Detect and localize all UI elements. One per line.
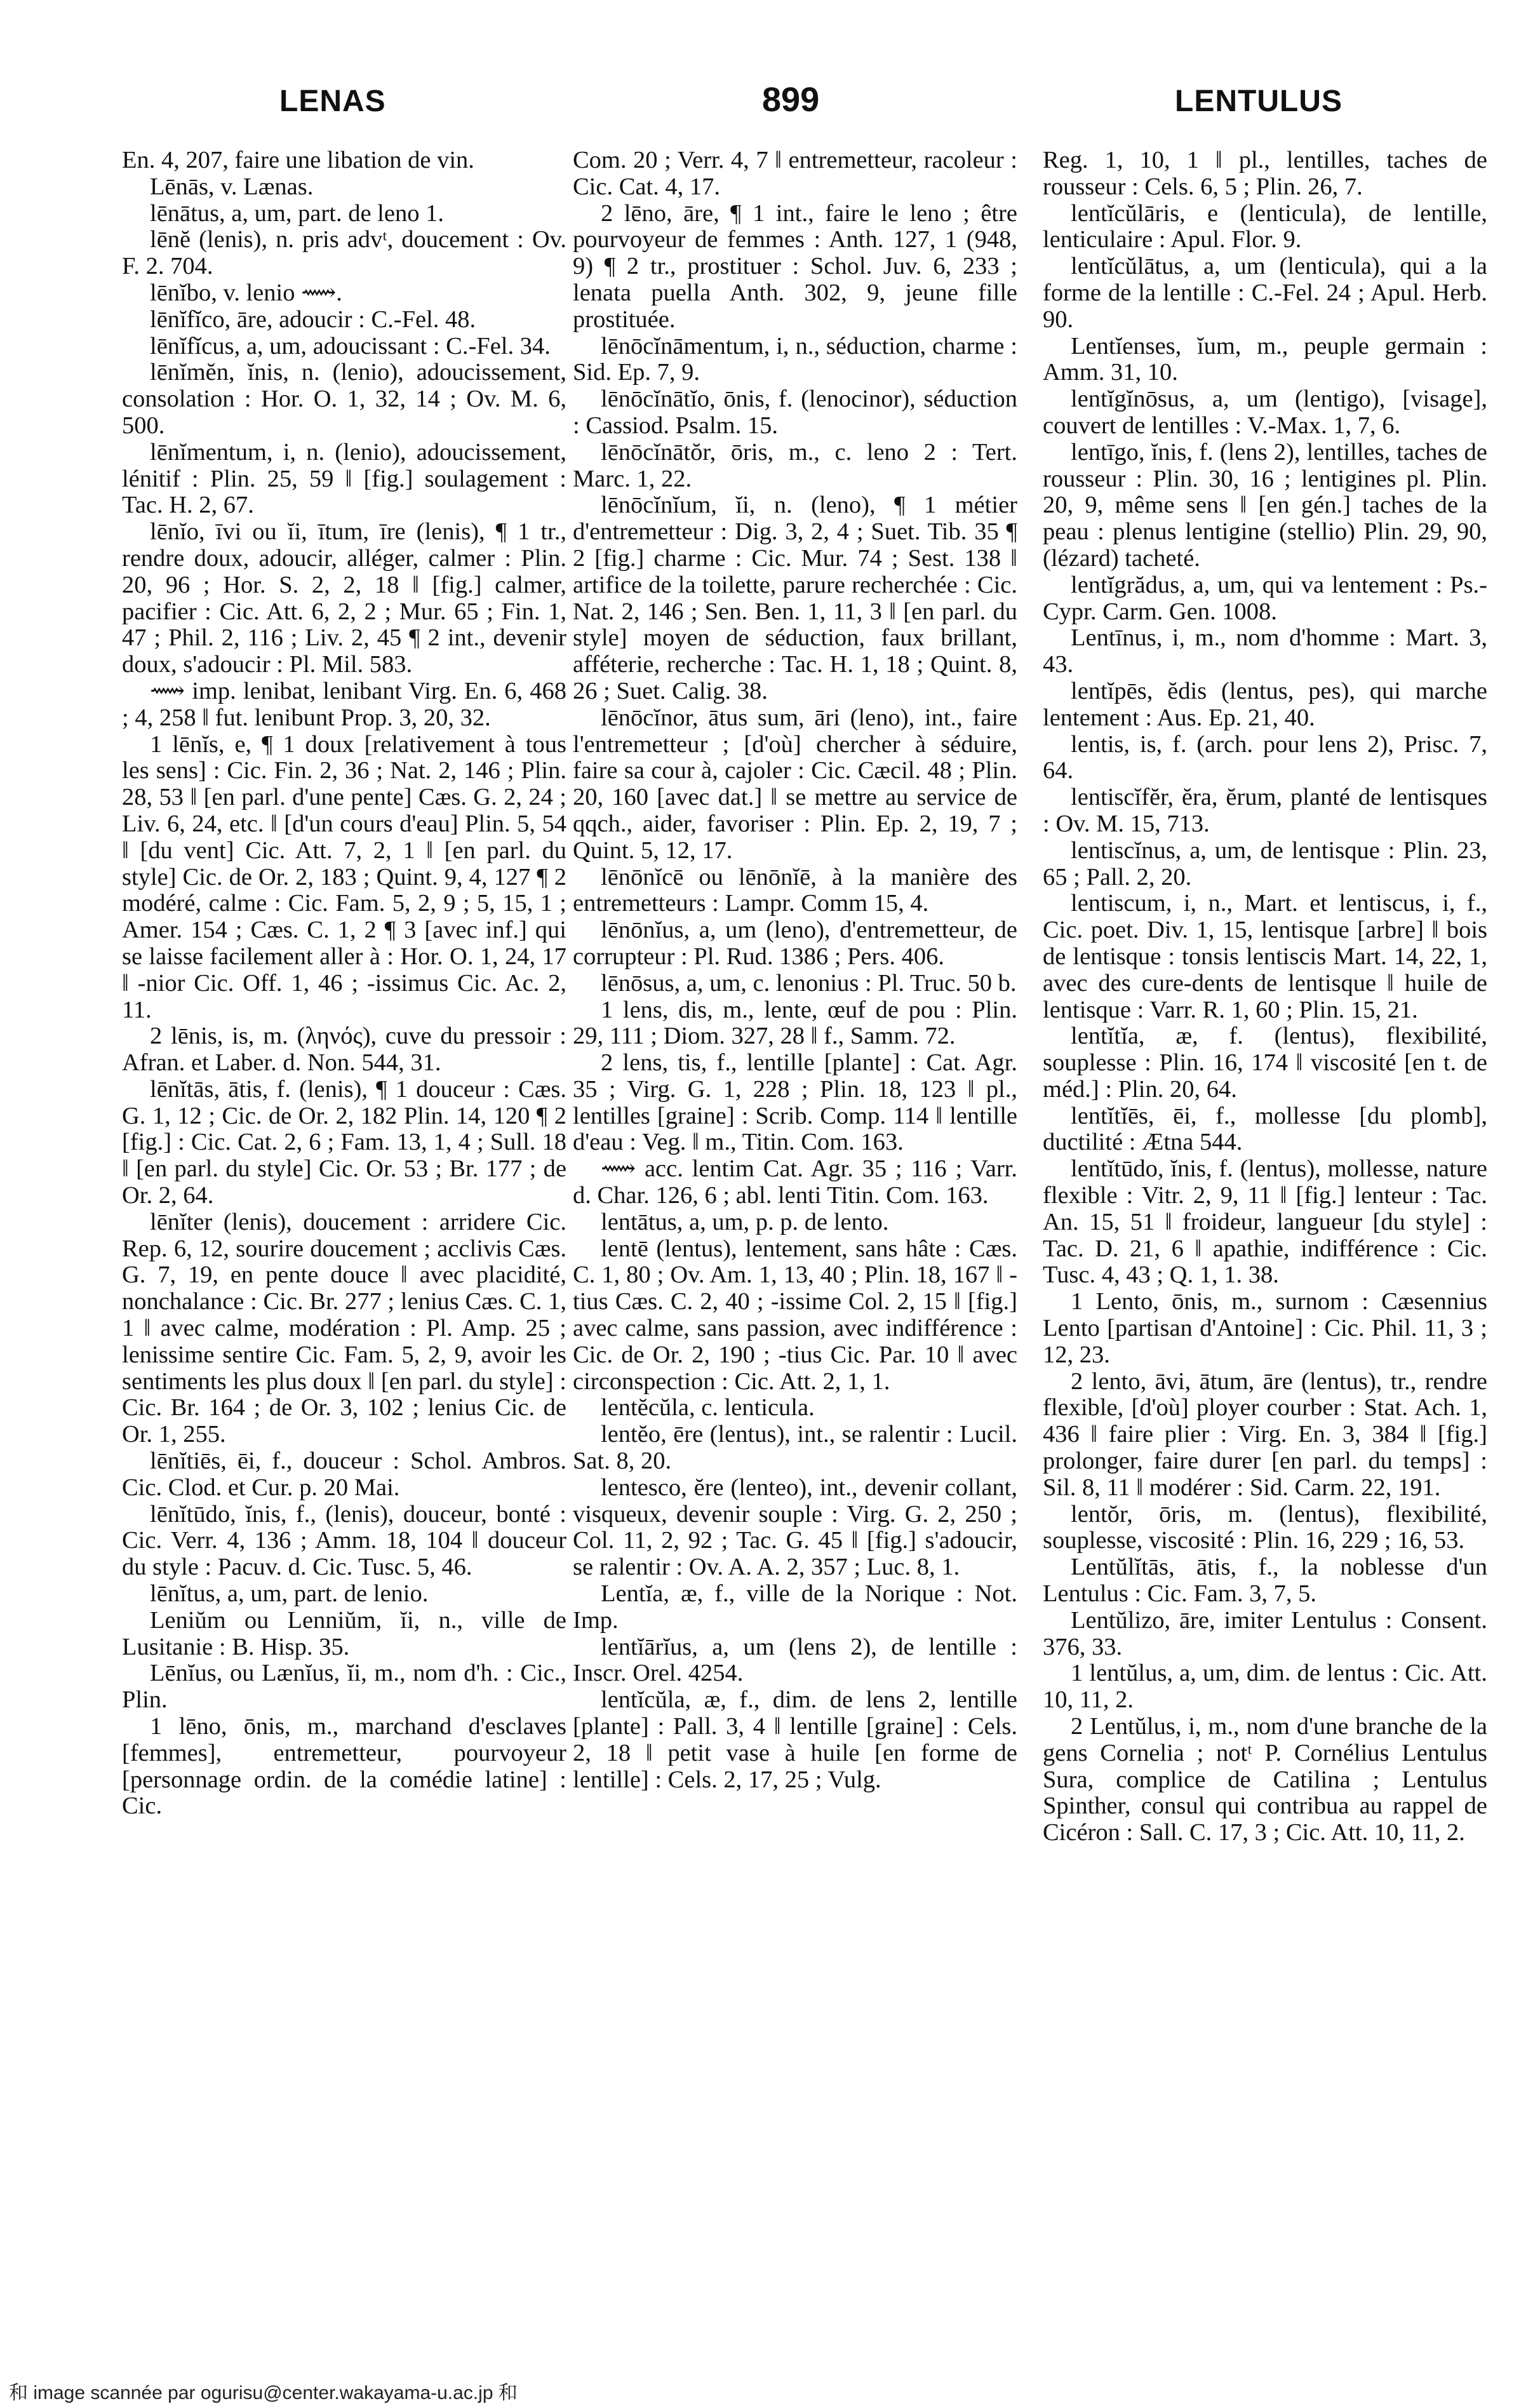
- dictionary-entry: lēnĕ (lenis), n. pris advᵗ, doucement : Ov. F. 2. 704.: [122, 226, 566, 280]
- dictionary-entry: lentĭārĭus, a, um (lens 2), de lentille : Inscr. Orel. 4254.: [573, 1633, 1017, 1687]
- page-number: 899: [762, 81, 820, 119]
- dictionary-entry: lēnōcĭnātŏr, ōris, m., c. leno 2 : Tert. Marc. 1, 22.: [573, 438, 1017, 492]
- column-2: [573, 147, 1017, 1793]
- dictionary-entry: 1 lēno, ōnis, m., marchand d'esclaves [femmes], entremetteur, pourvoyeur [personnage ordin. de la comédie latine] : Cic.: [122, 1713, 566, 1820]
- dictionary-entry: lentĕcŭla, c. lenticula.: [601, 1394, 815, 1421]
- dictionary-entry: lēnĭtiēs, ēi, f., douceur : Schol. Ambros. Cic. Clod. et Cur. p. 20 Mai.: [122, 1448, 566, 1501]
- dictionary-entry: 2 lēnis, is, m. (ληνός), cuve du pressoir : Afran. et Laber. d. Non. 544, 31.: [122, 1023, 566, 1077]
- dictionary-entry: 2 Lentŭlus, i, m., nom d'une branche de la gens Cornelia ; notᵗ P. Cornélius Lentulus Sura, complice de Catilina ; Lentulus Spinther, consul qui contribua au rappel de Cicéron : Sall. C. 17, 3 ; Cic. Att. 10, 11, 2.: [1043, 1713, 1487, 1846]
- dictionary-entry: lentiscum, i, n., Mart. et lentiscus, i, f., Cic. poet. Div. 1, 15, lentisque [arbre] ‖ bois de lentisque : tonsis lentiscis Mart. 14, 22, 1, avec des cure-dents de lentisque ‖ huile de lentisque : Varr. R. 1, 60 ; Plin. 15, 21.: [1043, 890, 1487, 1023]
- running-header: [121, 81, 1342, 135]
- dictionary-entry: lēnōcĭnāmentum, i, n., séduction, charme : Sid. Ep. 7, 9.: [573, 332, 1017, 386]
- dictionary-entry: lēnōnĭcē ou lēnōnĭē, à la manière des entremetteurs : Lampr. Comm 15, 4.: [573, 863, 1017, 917]
- dictionary-entry: lēnĭfĭco, āre, adoucir : C.-Fel. 48.: [150, 306, 476, 333]
- dictionary-entry: lentesco, ĕre (lenteo), int., devenir collant, visqueux, devenir souple : Virg. G. 2, 250 ; Col. 11, 2, 92 ; Tac. G. 45 ‖ [fig.] s'adoucir, se ralentir : Ov. A. A. 2, 357 ; Luc. 8, 1.: [573, 1474, 1017, 1581]
- column-1: [122, 147, 566, 1820]
- dictionary-entry: lentŏr, ōris, m. (lentus), flexibilité, souplesse, viscosité : Plin. 16, 229 ; 16, 53.: [1043, 1500, 1487, 1554]
- dictionary-entry: lentĭcŭlātus, a, um (lenticula), qui a la forme de la lentille : C.-Fel. 24 ; Apul. Herb. 90.: [1043, 253, 1487, 333]
- dictionary-entry: lentĭtūdo, ĭnis, f. (lentus), mollesse, nature flexible : Vitr. 2, 9, 11 ‖ [fig.] lenteur : Tac. An. 15, 51 ‖ froideur, langueur [du style] : Tac. D. 21, 6 ‖ apathie, indifférence : Cic. Tusc. 4, 43 ; Q. 1, 1. 38.: [1043, 1155, 1487, 1289]
- dictionary-entry: lēnĭtūdo, ĭnis, f., (lenis), douceur, bonté : Cic. Verr. 4, 136 ; Amm. 18, 104 ‖ douceur du style : Pacuv. d. Cic. Tusc. 5, 46.: [122, 1500, 566, 1581]
- dictionary-entry: lentĭpēs, ĕdis (lentus, pes), qui marche lentement : Aus. Ep. 21, 40.: [1043, 677, 1487, 731]
- dictionary-entry: lēnātus, a, um, part. de leno 1.: [150, 199, 444, 227]
- dictionary-entry: Lentīnus, i, m., nom d'homme : Mart. 3, 43.: [1043, 624, 1487, 678]
- dictionary-entry: lēnĭbo, v. lenio ⟿.: [150, 279, 342, 306]
- dictionary-entry: lentiscĭnus, a, um, de lentisque : Plin. 23, 65 ; Pall. 2, 20.: [1043, 837, 1487, 890]
- dictionary-entry: lentĭcŭla, æ, f., dim. de lens 2, lentille [plante] : Pall. 3, 4 ‖ lentille [graine] : Cels. 2, 18 ‖ petit vase à huile [en forme de lentille] : Cels. 2, 17, 25 ; Vulg.: [573, 1686, 1017, 1793]
- dictionary-entry: Leniŭm ou Lenniŭm, ĭi, n., ville de Lusitanie : B. Hisp. 35.: [122, 1606, 566, 1660]
- dictionary-entry: lēnĭtās, ātis, f. (lenis), ¶ 1 douceur : Cæs. G. 1, 12 ; Cic. de Or. 2, 182 Plin. 14, 120 ¶ 2 [fig.] : Cic. Cat. 2, 6 ; Fam. 13, 1, 4 ; Sull. 18 ‖ [en parl. du style] Cic. Or. 53 ; Br. 177 ; de Or. 2, 64.: [122, 1075, 566, 1209]
- dictionary-entry: Com. 20 ; Verr. 4, 7 ‖ entremetteur, racoleur : Cic. Cat. 4, 17.: [573, 147, 1017, 200]
- dictionary-entry: Lentŭlĭtās, ātis, f., la noblesse d'un Lentulus : Cic. Fam. 3, 7, 5.: [1043, 1554, 1487, 1608]
- dictionary-entry: lentātus, a, um, p. p. de lento.: [601, 1208, 889, 1235]
- dictionary-entry: 1 lentŭlus, a, um, dim. de lentus : Cic. Att. 10, 11, 2.: [1043, 1660, 1487, 1714]
- dictionary-entry: lentĭcŭlāris, e (lenticula), de lentille, lenticulaire : Apul. Flor. 9.: [1043, 199, 1487, 253]
- column-3: [1043, 147, 1487, 1846]
- dictionary-entry: lēnĭter (lenis), doucement : arridere Cic. Rep. 6, 12, sourire doucement ; acclivis Cæs. G. 7, 19, en pente douce ‖ avec placidité, nonchalance : Cic. Br. 277 ; lenius Cæs. C. 1, 1 ‖ avec calme, modération : Pl. Amp. 25 ; lenissime sentire Cic. Fam. 5, 2, 9, avoir les sentiments les plus doux ‖ [en parl. du style] : Cic. Br. 164 ; de Or. 3, 102 ; lenius Cic. de Or. 1, 255.: [122, 1208, 566, 1448]
- dictionary-entry: ⟿ imp. lenibat, lenibant Virg. En. 6, 468 ; 4, 258 ‖ fut. lenibunt Prop. 3, 20, 32.: [122, 677, 566, 731]
- dictionary-entry: lēnĭo, īvi ou ĭi, ītum, īre (lenis), ¶ 1 tr., rendre doux, adoucir, alléger, calmer : Plin. 20, 96 ; Hor. S. 2, 2, 18 ‖ [fig.] calmer, pacifier : Cic. Att. 6, 2, 2 ; Mur. 65 ; Fin. 1, 47 ; Phil. 2, 116 ; Liv. 2, 45 ¶ 2 int., devenir doux, s'adoucir : Pl. Mil. 583.: [122, 518, 566, 678]
- dictionary-entry: lentiscĭfĕr, ĕra, ĕrum, planté de lentisques : Ov. M. 15, 713.: [1043, 784, 1487, 837]
- scan-credit: 和 image scannée par ogurisu@center.wakayama-u.ac.jp 和: [9, 2382, 518, 2403]
- dictionary-entry: lentĭtĭa, æ, f. (lentus), flexibilité, souplesse : Plin. 16, 174 ‖ viscosité [en t. de méd.] : Plin. 20, 64.: [1043, 1023, 1487, 1103]
- dictionary-entry: lentĭgrădus, a, um, qui va lentement : Ps.-Cypr. Carm. Gen. 1008.: [1043, 571, 1487, 625]
- dictionary-entry: 2 lento, āvi, ātum, āre (lentus), tr., rendre flexible, [d'où] ployer courber : Stat. Ach. 1, 436 ‖ faire plier : Virg. En. 3, 384 ‖ [fig.] prolonger, faire durer [en parl. du temps] : Sil. 8, 11 ‖ modérer : Sid. Carm. 22, 191.: [1043, 1368, 1487, 1501]
- dictionary-entry: Lentĭa, æ, f., ville de la Norique : Not. Imp.: [573, 1580, 1017, 1634]
- dictionary-entry: Reg. 1, 10, 1 ‖ pl., lentilles, taches de rousseur : Cels. 6, 5 ; Plin. 26, 7.: [1043, 147, 1487, 200]
- dictionary-entry: Lentŭlizo, āre, imiter Lentulus : Consent. 376, 33.: [1043, 1606, 1487, 1660]
- dictionary-entry: lentĭgĭnōsus, a, um (lentigo), [visage], couvert de lentilles : V.-Max. 1, 7, 6.: [1043, 386, 1487, 439]
- dictionary-entry: 1 lens, dis, m., lente, œuf de pou : Plin. 29, 111 ; Diom. 327, 28 ‖ f., Samm. 72.: [573, 996, 1017, 1050]
- dictionary-entry: Lentĭenses, ĭum, m., peuple germain : Amm. 31, 10.: [1043, 332, 1487, 386]
- dictionary-entry: Lēnās, v. Lænas.: [150, 173, 314, 200]
- dictionary-entry: 2 lēno, āre, ¶ 1 int., faire le leno ; être pourvoyeur de femmes : Anth. 127, 1 (948, 9) ¶ 2 tr., prostituer : Schol. Juv. 6, 233 ; lenata puella Anth. 302, 9, jeune fille prostituée.: [573, 199, 1017, 333]
- right-guide-word: LENTULUS: [1175, 84, 1342, 118]
- dictionary-entry: lentĕo, ēre (lentus), int., se ralentir : Lucil. Sat. 8, 20.: [573, 1421, 1017, 1475]
- dictionary-entry: lentīgo, ĭnis, f. (lens 2), lentilles, taches de rousseur : Plin. 30, 16 ; lentigines pl. Plin. 20, 9, même sens ‖ [en gén.] taches de la peau : plenus lentigine (stellio) Plin. 29, 90, (lézard) tacheté.: [1043, 438, 1487, 572]
- dictionary-entry: lēnĭmĕn, ĭnis, n. (lenio), adoucissement, consolation : Hor. O. 1, 32, 14 ; Ov. M. 6, 500.: [122, 359, 566, 439]
- dictionary-entry: lentē (lentus), lentement, sans hâte : Cæs. C. 1, 80 ; Ov. Am. 1, 13, 40 ; Plin. 18, 167 ‖ -tius Cæs. C. 2, 40 ; -issime Col. 2, 15 ‖ [fig.] avec calme, sans passion, avec indifférence : Cic. de Or. 2, 190 ; -tius Cic. Par. 10 ‖ avec circonspection : Cic. Att. 2, 1, 1.: [573, 1235, 1017, 1395]
- dictionary-entry: En. 4, 207, faire une libation de vin.: [122, 147, 474, 173]
- dictionary-entry: lēnĭfĭcus, a, um, adoucissant : C.-Fel. 34.: [150, 332, 551, 360]
- dictionary-entry: lentis, is, f. (arch. pour lens 2), Prisc. 7, 64.: [1043, 730, 1487, 784]
- dictionary-entry: lēnĭmentum, i, n. (lenio), adoucissement, lénitif : Plin. 25, 59 ‖ [fig.] soulagement : Tac. H. 2, 67.: [122, 438, 566, 519]
- dictionary-entry: lentĭtĭēs, ēi, f., mollesse [du plomb], ductilité : Ætna 544.: [1043, 1102, 1487, 1156]
- dictionary-entry: Lēnĭus, ou Lænĭus, ĭi, m., nom d'h. : Cic., Plin.: [122, 1660, 566, 1714]
- dictionary-entry: lēnĭtus, a, um, part. de lenio.: [150, 1580, 429, 1608]
- dictionary-entry: ⟿ acc. lentim Cat. Agr. 35 ; 116 ; Varr. d. Char. 126, 6 ; abl. lenti Titin. Com. 163.: [573, 1155, 1017, 1209]
- dictionary-entry: lēnōcĭnātĭo, ōnis, f. (lenocinor), séduction : Cassiod. Psalm. 15.: [573, 386, 1017, 439]
- dictionary-entry: 1 lēnĭs, e, ¶ 1 doux [relativement à tous les sens] : Cic. Fin. 2, 36 ; Nat. 2, 146 ; Plin. 28, 53 ‖ [en parl. d'une pente] Cæs. G. 2, 24 ; Liv. 6, 24, etc. ‖ [d'un cours d'eau] Plin. 5, 54 ‖ [du vent] Cic. Att. 7, 2, 1 ‖ [en parl. du style] Cic. de Or. 2, 183 ; Quint. 9, 4, 127 ¶ 2 modéré, calme : Cic. Fam. 5, 2, 9 ; 5, 15, 1 ; Amer. 154 ; Cæs. C. 1, 2 ¶ 3 [avec inf.] qui se laisse facilement aller à : Hor. O. 1, 24, 17 ‖ -nior Cic. Off. 1, 46 ; -issimus Cic. Ac. 2, 11.: [122, 730, 566, 1023]
- dictionary-entry: lēnōnĭus, a, um (leno), d'entremetteur, de corrupteur : Pl. Rud. 1386 ; Pers. 406.: [573, 917, 1017, 970]
- dictionary-entry: 2 lens, tis, f., lentille [plante] : Cat. Agr. 35 ; Virg. G. 1, 228 ; Plin. 18, 123 ‖ pl., lentilles [graine] : Scrib. Comp. 114 ‖ lentille d'eau : Veg. ‖ m., Titin. Com. 163.: [573, 1049, 1017, 1156]
- dictionary-entry: lēnōcĭnĭum, ĭi, n. (leno), ¶ 1 métier d'entremetteur : Dig. 3, 2, 4 ; Suet. Tib. 35 ¶ 2 [fig.] charme : Cic. Mur. 74 ; Sest. 138 ‖ artifice de la toilette, parure recherchée : Cic. Nat. 2, 146 ; Sen. Ben. 1, 11, 3 ‖ [en parl. du style] moyen de séduction, faux brillant, afféterie, recherche : Tac. H. 1, 18 ; Quint. 8, 26 ; Suet. Calig. 38.: [573, 492, 1017, 704]
- dictionary-entry: lēnōcĭnor, ātus sum, āri (leno), int., faire l'entremetteur ; [d'où] chercher à séduire, faire sa cour à, cajoler : Cic. Cæcil. 48 ; Plin. 20, 160 [avec dat.] ‖ se mettre au service de qqch., aider, favoriser : Plin. Ep. 2, 19, 7 ; Quint. 5, 12, 17.: [573, 704, 1017, 864]
- dictionary-entry: 1 Lento, ōnis, m., surnom : Cæsennius Lento [partisan d'Antoine] : Cic. Phil. 11, 3 ; 12, 23.: [1043, 1288, 1487, 1368]
- left-guide-word: LENAS: [279, 84, 386, 118]
- dictionary-entry: lēnōsus, a, um, c. lenonius : Pl. Truc. 50 b.: [601, 969, 1017, 997]
